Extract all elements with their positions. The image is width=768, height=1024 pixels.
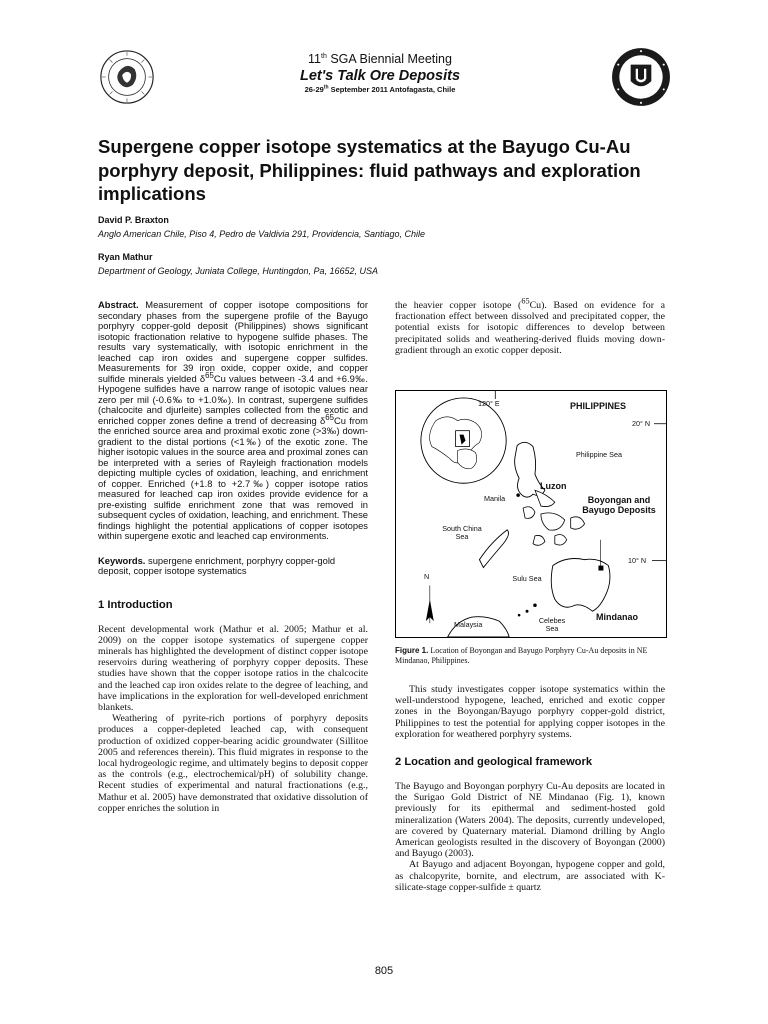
body-paragraph: Weathering of pyrite-rich portions of porphyry deposits produces a copper-depleted leached cap, with consequent production of oxidized copper-bearing acidic groundwater (Sillitoe 2005 and references therein). This fluid migrates in response to the local hydrogeologic regime, and ultimately begins to deposit copper as the controls (e.g., electrochemical/pH) of solubility change. Recent studies of experimental and natural fractionations (e.g., Mathur et al. 2005) have demonstrated that oxidative dissolution of copper enriches the solution in (98, 713, 368, 814)
right-column-bottom (395, 684, 665, 893)
map-label-mindanao: Mindanao (596, 612, 638, 622)
map-label-lat-20: 20° N (632, 419, 651, 428)
sga-society-seal-logo (98, 48, 156, 106)
author-affiliation: Department of Geology, Juniata College, Huntingdon, Pa, 16652, USA (98, 266, 379, 276)
meeting-line: 11th SGA Biennial Meeting (308, 52, 452, 66)
author-affiliation: Anglo American Chile, Piso 4, Pedro de Valdivia 291, Providencia, Santiago, Chile (98, 229, 426, 239)
body-paragraph: At Bayugo and adjacent Boyongan, hypogene copper and gold, as chalcopyrite, bornite, and electrum, are associated with K-silicate-stage copper-sulfide ± quartz (395, 859, 665, 893)
author-name: Ryan Mathur (98, 252, 153, 262)
left-column (98, 300, 368, 814)
figure-1-caption: Figure 1. Location of Boyongan and Bayugo Porphyry Cu-Au deposits in NE Mindanao, Philippines. (395, 646, 648, 665)
section-heading: 1 Introduction (98, 598, 173, 611)
map-label-deposits: Boyongan and Bayugo Deposits (582, 495, 656, 515)
abstract: Abstract. Measurement of copper isotope compositions for secondary phases from the supergene profile of the Bayugo porphyry copper-gold deposit (Philippines) shows significant isotopic fractionation relative to hypogene sulfide phases. The results vary systematically, with isotopic enrichment in the leached cap iron oxides and supergene copper sulfides. Measurements for 39 iron oxide, copper oxide, and copper sulfide minerals yielded $\delta^{65}Cu$ values between -3.4 and +6.9‰. Hypogene sulfides have a narrow range of isotopic values near zero per mil (-0.6‰ to +1.0‰). In contrast, supergene sulfides (chalcocite and djurleite) samples collected from the exotic and enriched copper zones define a trend of decreasing $\delta^{65}Cu$ from the enriched source area and proximal exotic zone (>3‰) down-gradient to the distal portions (<1‰) of the exotic zone. The higher isotopic values in the source area and proximal zones can be interpreted with a series of Rayleigh fractionation models depicting multiple cycles of oxidation, leaching, and enrichment of copper. Enriched (+1.8 to +2.7‰) copper isotope ratios measured for leached cap iron oxides provide evidence for a pre-existing sulfide enrichment zone that was removed in subsequent cycles of oxidation, leaching, and enrichment. These findings highlight the potential applications of copper isotopes within supergene exotic and leached cap environments. (98, 299, 368, 541)
map-label-celebes-sea: Celebes Sea (538, 616, 566, 633)
keywords: Keywords. supergene enrichment, porphyry copper-gold deposit, copper isotope systematics (98, 554, 336, 576)
body-paragraph: This study investigates copper isotope systematics within the well-understood hypogene, leached, enriched and exotic copper zones in the Boyongan/Bayugo porphyry copper-gold district, Philippines to test the potential for applying copper isotopes in the exploration for weathered porphyry systems. (395, 684, 665, 740)
figure-1-location-map (395, 390, 667, 638)
meeting-theme: Let's Talk Ore Deposits (299, 68, 461, 84)
university-seal-logo (610, 46, 672, 108)
author-name: David P. Braxton (98, 215, 169, 225)
map-label-lat-10: 10° N (628, 556, 647, 565)
body-paragraph: the heavier copper isotope ($^{65}$Cu). Based on evidence for a fractionation effect between dissolved and precipitated copper, the potential exists for isotopic differences to develop between precipitated solids and weathering-derived fluids moving down-gradient through an exotic copper deposit. (395, 296, 665, 356)
body-paragraph: The Bayugo and Boyongan porphyry Cu-Au deposits are located in the Surigao Gold District of NE Mindanao (Fig. 1), known previously for its epithermal and sediment-hosted gold mineralization (Waters 2004). The deposits, currently undeveloped, are covered by Quaternary material. Diamond drilling by Anglo American geologists resulted in the discovery of Boyongan (2000) and Bayugo (2003). (395, 781, 665, 860)
map-label-luzon: Luzon (540, 481, 567, 491)
conference-header (260, 52, 500, 95)
map-label-south-china-sea: South China Sea (442, 524, 482, 541)
right-column-top (395, 296, 665, 356)
section-heading: 2 Location and geological framework (395, 756, 593, 769)
map-label-malaysia: Malaysia (454, 620, 483, 629)
page-number: 805 (374, 965, 394, 977)
map-label-sulu-sea: Sulu Sea (512, 574, 542, 583)
map-label-manila: Manila (484, 494, 506, 503)
meeting-dates: 26-29th September 2011 Antofagasta, Chile (304, 84, 456, 94)
body-paragraph: Recent developmental work (Mathur et al. 2005; Mathur et al. 2009) on the copper isotope systematics of supergene copper minerals has highlighted the development of distinct copper isotope reservoirs during weathering of porphyry copper deposits. These studies have shown that the copper isotope ratios in the chalcocite and the leached cap iron oxides relate to the degree of leaching, and have implications in the exploration for well-developed enrichment blankets. (98, 623, 368, 713)
map-label-longitude: 120° E (478, 399, 500, 408)
map-label-country: PHILIPPINES (570, 401, 627, 411)
map-label-philippine-sea: Philippine Sea (576, 450, 622, 459)
paper-title: Supergene copper isotope systematics at the Bayugo Cu-Au porphyry deposit, Philippines: fluid pathways and exploration implications (98, 136, 641, 204)
map-label-north: N (424, 572, 430, 581)
